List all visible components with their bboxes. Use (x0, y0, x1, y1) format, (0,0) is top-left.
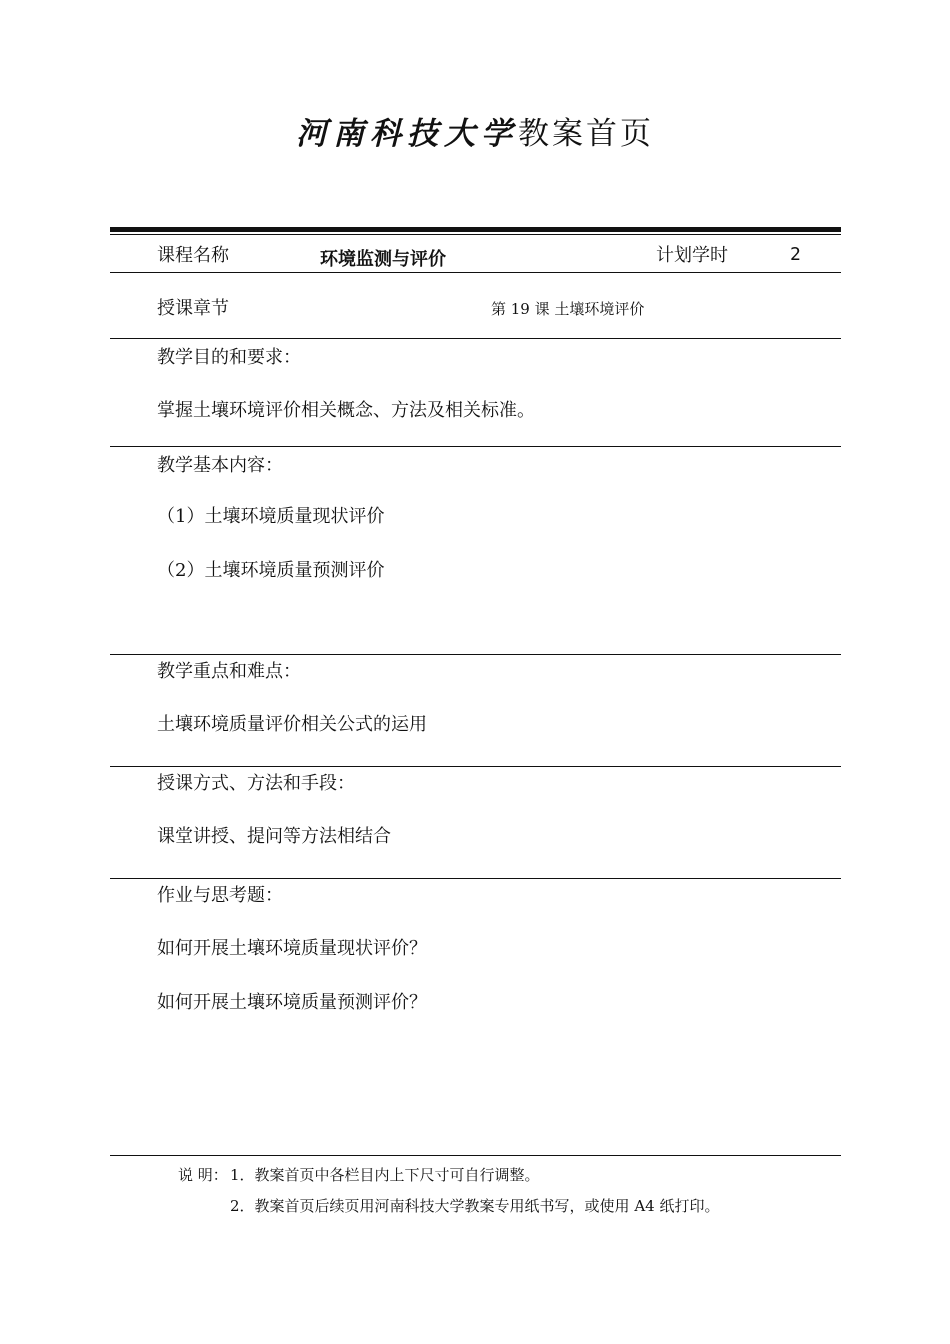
content-line: （2）土壤环境质量预测评价 (157, 560, 385, 581)
chapter-label: 授课章节 (157, 298, 229, 319)
homework-heading: 作业与思考题： (157, 885, 283, 906)
homework-line: 如何开展土壤环境质量预测评价？ (157, 992, 427, 1013)
page-title (0, 108, 950, 153)
university-name: 河南科技大学 (296, 116, 518, 152)
divider (110, 272, 841, 273)
top-thin-rule (110, 234, 841, 235)
methods-heading: 授课方式、方法和手段： (157, 773, 355, 794)
divider (110, 878, 841, 879)
planned-hours-value: 2 (790, 244, 801, 265)
divider (110, 766, 841, 767)
course-name-value: 环境监测与评价 (320, 249, 446, 270)
homework-line: 如何开展土壤环境质量现状评价？ (157, 938, 427, 959)
top-thick-rule (110, 227, 841, 232)
title-suffix: 教案首页 (518, 116, 654, 152)
notes-prefix: 说 明： (178, 1166, 228, 1184)
objectives-line: 掌握土壤环境评价相关概念、方法及相关标准。 (157, 400, 535, 421)
content-line: （1）土壤环境质量现状评价 (157, 506, 385, 527)
key-points-heading: 教学重点和难点： (157, 661, 301, 682)
divider (110, 1155, 841, 1156)
divider (110, 446, 841, 447)
methods-line: 课堂讲授、提问等方法相结合 (157, 826, 391, 847)
key-points-line: 土壤环境质量评价相关公式的运用 (157, 714, 427, 735)
content-heading: 教学基本内容： (157, 455, 283, 476)
divider (110, 338, 841, 339)
chapter-value: 第 19 课 土壤环境评价 (491, 300, 645, 318)
course-name-label: 课程名称 (157, 245, 229, 266)
note-item: 2．教案首页后续页用河南科技大学教案专用纸书写，或使用 A4 纸打印。 (230, 1197, 720, 1215)
objectives-heading: 教学目的和要求： (157, 347, 301, 368)
note-item: 1．教案首页中各栏目内上下尺寸可自行调整。 (230, 1166, 540, 1184)
planned-hours-label: 计划学时 (656, 245, 728, 266)
divider (110, 654, 841, 655)
